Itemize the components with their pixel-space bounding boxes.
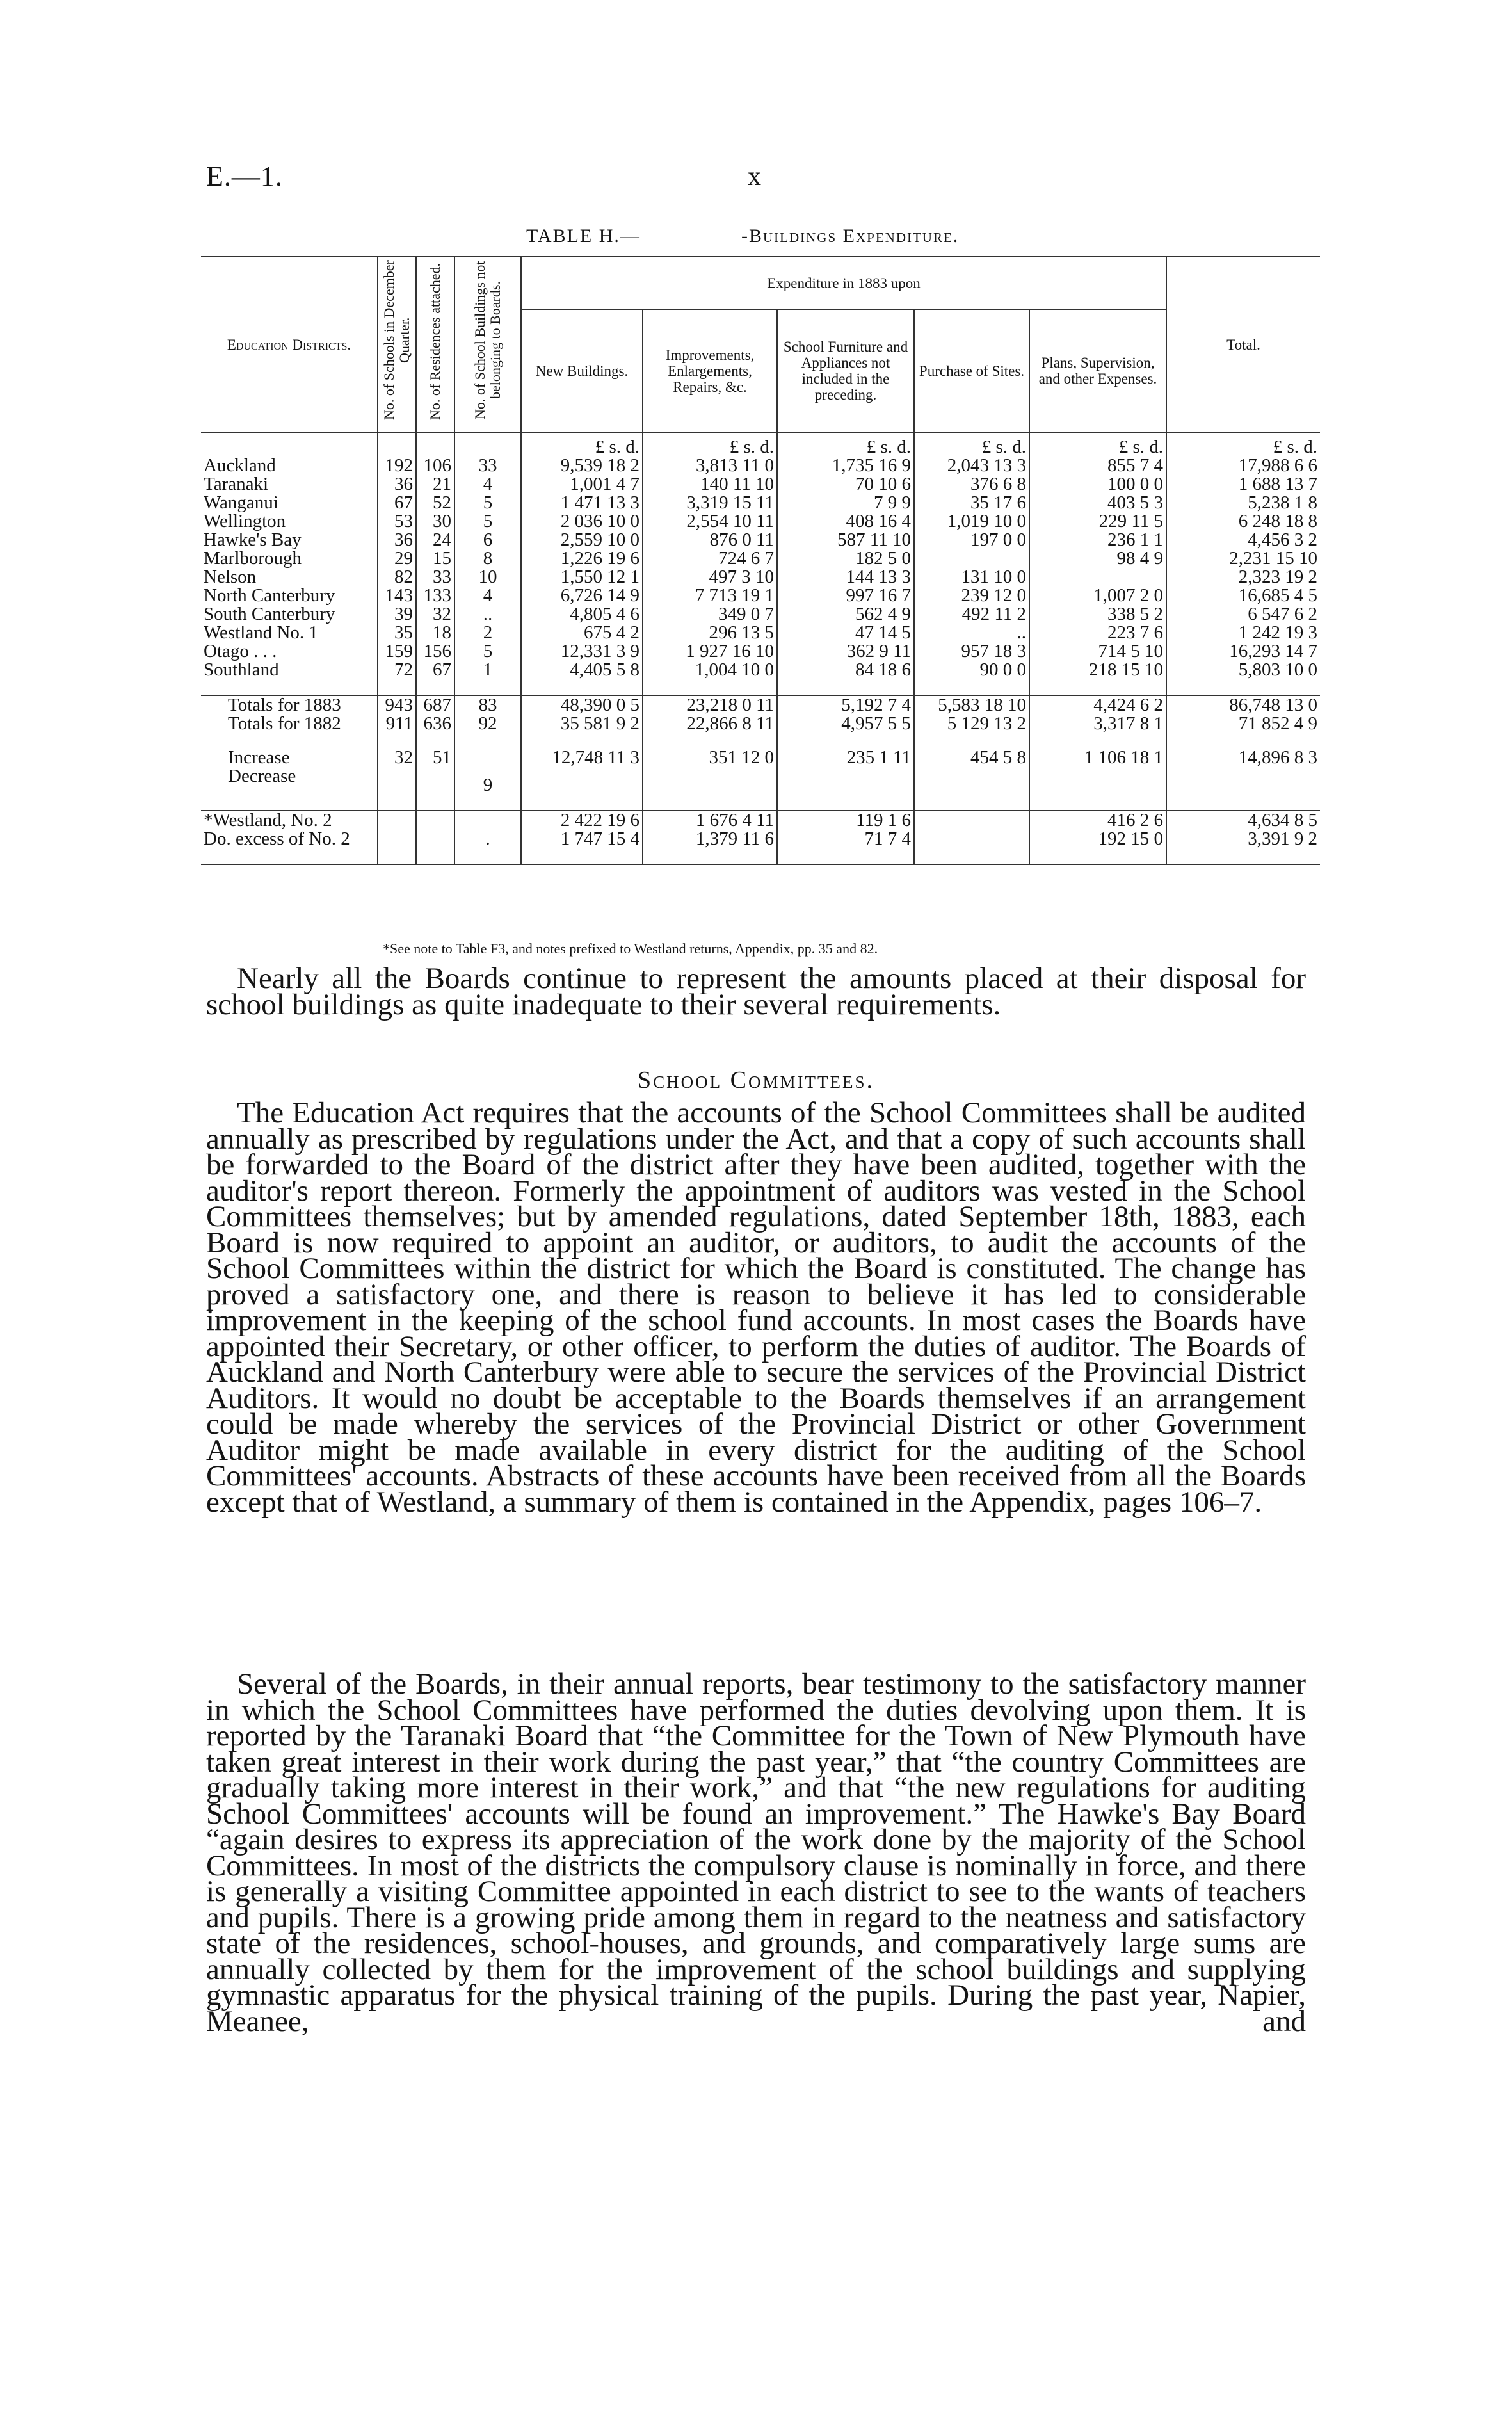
cell-schools: 36: [378, 475, 416, 494]
unit-label: £ s. d.: [777, 432, 914, 457]
cell-residences: 67: [416, 661, 454, 679]
cell-schools: 36: [378, 531, 416, 549]
cell-total: 2,323 19 2: [1166, 568, 1320, 587]
cell-total: 6 248 18 8: [1166, 512, 1320, 531]
header-improvements: Improvements, Enlargements, Repairs, &c.: [643, 309, 777, 432]
section-heading: School Committees.: [638, 1067, 874, 1094]
district-row: [201, 642, 1320, 661]
header-district: Education Districts.: [201, 257, 378, 432]
cell-furniture: 70 10 6: [777, 475, 914, 494]
cell-plans: 98 4 9: [1029, 549, 1166, 568]
table-footnote: *See note to Table F3, and notes prefixed to Westland returns, Appendix, pp. 35 and 82.: [383, 941, 878, 957]
table-title-subject: -Buildings Expenditure.: [741, 225, 960, 247]
cell-improvements: 3,813 11 0: [643, 457, 777, 475]
cell-residences: 18: [416, 624, 454, 642]
cell-new: 35 581 9 2: [521, 715, 643, 733]
cell-plans: [1029, 568, 1166, 587]
cell-sites: 1,019 10 0: [914, 512, 1029, 531]
westland-row: [201, 830, 1320, 848]
cell-furniture: 408 16 4: [777, 512, 914, 531]
cell-total: 1 688 13 7: [1166, 475, 1320, 494]
cell-residences: 33: [416, 568, 454, 587]
cell-improvements: 1 927 16 10: [643, 642, 777, 661]
cell-new: 2,559 10 0: [521, 531, 643, 549]
district-name: Otago . . .: [204, 642, 277, 661]
cell-residences: 133: [416, 587, 454, 605]
cell-residences: 156: [416, 642, 454, 661]
cell-furniture: 997 16 7: [777, 587, 914, 605]
cell-furniture: 71 7 4: [777, 830, 914, 848]
cell-not-owned: .: [454, 830, 521, 848]
cell-improvements: 497 3 10: [643, 568, 777, 587]
cell-plans: 229 11 5: [1029, 512, 1166, 531]
cell-not-owned: 2: [454, 624, 521, 642]
district-row: [201, 531, 1320, 549]
cell-total: 86,748 13 0: [1166, 695, 1320, 715]
cell-furniture: 84 18 6: [777, 661, 914, 679]
cell-sites: 492 11 2: [914, 605, 1029, 624]
cell-improvements: 7 713 19 1: [643, 587, 777, 605]
cell-improvements: 23,218 0 11: [643, 695, 777, 715]
cell-new: 2 422 19 6: [521, 811, 643, 830]
cell-new: 4,405 5 8: [521, 661, 643, 679]
cell-plans: 223 7 6: [1029, 624, 1166, 642]
cell-schools: 911: [378, 715, 416, 733]
district-name: Wanganui: [204, 494, 278, 512]
cell-not-owned: 4: [454, 587, 521, 605]
cell-schools: 192: [378, 457, 416, 475]
cell-furniture: 587 11 10: [777, 531, 914, 549]
cell-new: 48,390 0 5: [521, 695, 643, 715]
cell-new: 675 4 2: [521, 624, 643, 642]
cell-total: 14,896 8 3: [1166, 748, 1320, 767]
paragraph-committees-testimony: Several of the Boards, in their annual reports, bear testimony to the satisfactory manner in which the School Committees have performed the duties devolving upon them. It is reported by the Taranaki Board that “the Committee for the Town of New Plymouth have taken great interest in their work during the past year,” that “the country Committees are gradually taking more interest in their work,” and that “the new regulations for auditing School Committees' accounts will be found an improvement.” The Hawke's Bay Board “again desires to express its appreciation of the work done by the majority of the School Committees. In most of the districts the compulsory clause is nominally in force, and there is generally a visiting Committee appointed in each district to see to the wants of teachers and pupils. There is a growing pride among them in regard to the neatness and satisfactory state of the residences, school-houses, and grounds, and comparatively large sums are annually collected by them for the improvement of the school buildings and supplying gymnastic apparatus for the physical training of the pupils. During the past year, Napier, Meanee, and: [206, 1667, 1306, 2038]
cell-residences: 32: [416, 605, 454, 624]
cell-not-owned: ..: [454, 605, 521, 624]
cell-schools: 82: [378, 568, 416, 587]
cell-not-owned: 9: [454, 767, 521, 795]
cell-sites: [914, 549, 1029, 568]
report-code: E.—1.: [206, 161, 283, 192]
totals-row: [201, 715, 1320, 733]
cell-not-owned: 5: [454, 494, 521, 512]
header-purchase: Purchase of Sites.: [914, 309, 1029, 432]
cell-schools: 159: [378, 642, 416, 661]
cell-improvements: 140 11 10: [643, 475, 777, 494]
district-row: [201, 549, 1320, 568]
cell-furniture: 5,192 7 4: [777, 695, 914, 715]
cell-schools: 39: [378, 605, 416, 624]
district-row: [201, 661, 1320, 679]
cell-plans: 100 0 0: [1029, 475, 1166, 494]
cell-total: 5,803 10 0: [1166, 661, 1320, 679]
cell-new: 2 036 10 0: [521, 512, 643, 531]
cell-plans: 236 1 1: [1029, 531, 1166, 549]
cell-plans: 714 5 10: [1029, 642, 1166, 661]
cell-not-owned: 33: [454, 457, 521, 475]
cell-furniture: 119 1 6: [777, 811, 914, 830]
district-row: [201, 568, 1320, 587]
cell-total: 17,988 6 6: [1166, 457, 1320, 475]
cell-not-owned: 92: [454, 715, 521, 733]
district-name: Totals for 1883: [228, 695, 341, 715]
cell-sites: 376 6 8: [914, 475, 1029, 494]
cell-improvements: 2,554 10 11: [643, 512, 777, 531]
cell-schools: 72: [378, 661, 416, 679]
cell-total: 3,391 9 2: [1166, 830, 1320, 848]
cell-residences: 687: [416, 695, 454, 715]
unit-label: £ s. d.: [521, 432, 643, 457]
header-plans: Plans, Supervision, and other Expenses.: [1029, 309, 1166, 432]
district-name: South Canterbury: [204, 605, 335, 624]
district-name: Hawke's Bay: [204, 531, 302, 549]
cell-not-owned: 10: [454, 568, 521, 587]
cell-new: 1 747 15 4: [521, 830, 643, 848]
cell-sites: 35 17 6: [914, 494, 1029, 512]
header-schools: No. of Schools in December Quarter.: [378, 257, 416, 432]
cell-schools: 32: [378, 748, 416, 767]
header-expenditure: Expenditure in 1883 upon: [521, 257, 1166, 309]
cell-improvements: 724 6 7: [643, 549, 777, 568]
cell-total: 4,456 3 2: [1166, 531, 1320, 549]
page-number: x: [748, 162, 761, 191]
cell-furniture: 4,957 5 5: [777, 715, 914, 733]
paragraph-committees-audit: The Education Act requires that the accounts of the School Committees shall be audited annually as prescribed by regulations under the Act, and that a copy of such accounts shall be forwarded to the Board of the district after they have been audited, together with the auditor's report thereon. Formerly the appointment of auditors was vested in the School Committees themselves; but by amended regulations, dated September 18th, 1883, each Board is now required to appoint an auditor, or auditors, to audit the accounts of the School Committees within the district for which the Board is constituted. The change has proved a satisfactory one, and there is reason to believe it has led to considerable improvement in the keeping of the school fund accounts. In most cases the Boards have appointed their Secretary, or other officer, to perform the duties of auditor. The Boards of Auckland and North Canterbury were able to secure the services of the Provincial District Auditors. It would no doubt be acceptable to the Boards themselves if an arrangement could be made whereby the services of the Provincial District or other Government Auditor might be made available in every district for the auditing of the School Committees' accounts. Abstracts of these accounts have been received from all the Boards except that of Westland, a summary of them is contained in the Appendix, pages 106–7.: [206, 1096, 1306, 1519]
cell-furniture: 182 5 0: [777, 549, 914, 568]
row-label: Decrease: [228, 767, 296, 786]
cell-plans: 4,424 6 2: [1029, 695, 1166, 715]
cell-total: 71 852 4 9: [1166, 715, 1320, 733]
district-name: Wellington: [204, 512, 286, 531]
cell-improvements: 876 0 11: [643, 531, 777, 549]
cell-plans: 855 7 4: [1029, 457, 1166, 475]
cell-schools: 67: [378, 494, 416, 512]
district-name: Auckland: [204, 457, 276, 475]
cell-total: 4,634 8 5: [1166, 811, 1320, 830]
paragraph-boards: Nearly all the Boards continue to represent the amounts placed at their disposal for school buildings as quite inadequate to their several requirements.: [206, 962, 1306, 1021]
cell-total: 5,238 1 8: [1166, 494, 1320, 512]
header-not-owned: No. of School Buildings not belonging to Boards.: [454, 257, 521, 432]
cell-sites: ..: [914, 624, 1029, 642]
cell-residences: 15: [416, 549, 454, 568]
unit-label: £ s. d.: [1166, 432, 1320, 457]
cell-improvements: 296 13 5: [643, 624, 777, 642]
cell-improvements: 22,866 8 11: [643, 715, 777, 733]
cell-not-owned: 83: [454, 695, 521, 715]
cell-sites: 454 5 8: [914, 748, 1029, 767]
cell-not-owned: 5: [454, 512, 521, 531]
increase-row: [201, 748, 1320, 767]
cell-residences: 51: [416, 748, 454, 767]
cell-new: 1,550 12 1: [521, 568, 643, 587]
cell-residences: 30: [416, 512, 454, 531]
district-row: [201, 587, 1320, 605]
cell-not-owned: 8: [454, 549, 521, 568]
cell-new: 1,001 4 7: [521, 475, 643, 494]
unit-label: £ s. d.: [914, 432, 1029, 457]
district-name: Southland: [204, 661, 279, 679]
header-row-1: [201, 257, 1320, 309]
cell-sites: 131 10 0: [914, 568, 1029, 587]
cell-schools: 35: [378, 624, 416, 642]
cell-total: 16,293 14 7: [1166, 642, 1320, 661]
district-name: Taranaki: [204, 475, 269, 494]
cell-plans: 3,317 8 1: [1029, 715, 1166, 733]
westland-row: [201, 811, 1320, 830]
district-name: Nelson: [204, 568, 257, 587]
cell-furniture: 362 9 11: [777, 642, 914, 661]
cell-schools: 29: [378, 549, 416, 568]
cell-sites: 2,043 13 3: [914, 457, 1029, 475]
cell-residences: 21: [416, 475, 454, 494]
cell-not-owned: 6: [454, 531, 521, 549]
header-furniture: School Furniture and Appliances not included in the preceding.: [777, 309, 914, 432]
cell-plans: 1 106 18 1: [1029, 748, 1166, 767]
header-residences: No. of Residences attached.: [416, 257, 454, 432]
cell-not-owned: 5: [454, 642, 521, 661]
row-label: Increase: [228, 748, 290, 767]
totals-row: [201, 695, 1320, 715]
cell-new: 1 471 13 3: [521, 494, 643, 512]
cell-plans: 192 15 0: [1029, 830, 1166, 848]
cell-improvements: 1,004 10 0: [643, 661, 777, 679]
district-row: [201, 512, 1320, 531]
cell-improvements: 351 12 0: [643, 748, 777, 767]
decrease-row: [201, 767, 1320, 795]
district-row: [201, 494, 1320, 512]
cell-new: 9,539 18 2: [521, 457, 643, 475]
cell-furniture: 7 9 9: [777, 494, 914, 512]
cell-new: 4,805 4 6: [521, 605, 643, 624]
cell-residences: 106: [416, 457, 454, 475]
cell-plans: 338 5 2: [1029, 605, 1166, 624]
cell-total: 1 242 19 3: [1166, 624, 1320, 642]
header-total: Total.: [1166, 257, 1320, 432]
header-new-buildings: New Buildings.: [521, 309, 643, 432]
table-title: TABLE H.—: [526, 225, 641, 247]
cell-total: 16,685 4 5: [1166, 587, 1320, 605]
cell-total: 6 547 6 2: [1166, 605, 1320, 624]
cell-furniture: 562 4 9: [777, 605, 914, 624]
cell-plans: 1,007 2 0: [1029, 587, 1166, 605]
cell-plans: 416 2 6: [1029, 811, 1166, 830]
cell-plans: 403 5 3: [1029, 494, 1166, 512]
cell-sites: 90 0 0: [914, 661, 1029, 679]
cell-not-owned: 4: [454, 475, 521, 494]
cell-residences: 24: [416, 531, 454, 549]
cell-sites: 5 129 13 2: [914, 715, 1029, 733]
cell-sites: 239 12 0: [914, 587, 1029, 605]
row-label: *Westland, No. 2: [204, 811, 332, 830]
cell-furniture: 47 14 5: [777, 624, 914, 642]
cell-not-owned: 1: [454, 661, 521, 679]
district-row: [201, 475, 1320, 494]
cell-furniture: 1,735 16 9: [777, 457, 914, 475]
cell-sites: 957 18 3: [914, 642, 1029, 661]
district-name: Totals for 1882: [228, 715, 341, 733]
district-row: [201, 457, 1320, 475]
district-row: [201, 624, 1320, 642]
district-name: Westland No. 1: [204, 624, 318, 642]
cell-residences: 52: [416, 494, 454, 512]
cell-improvements: 1 676 4 11: [643, 811, 777, 830]
cell-improvements: 1,379 11 6: [643, 830, 777, 848]
district-row: [201, 605, 1320, 624]
cell-residences: 636: [416, 715, 454, 733]
cell-new: 6,726 14 9: [521, 587, 643, 605]
unit-label: £ s. d.: [1029, 432, 1166, 457]
row-label: Do. excess of No. 2: [204, 830, 350, 848]
cell-schools: 53: [378, 512, 416, 531]
district-name: Marlborough: [204, 549, 302, 568]
cell-schools: 943: [378, 695, 416, 715]
cell-furniture: 235 1 11: [777, 748, 914, 767]
cell-not-owned: [454, 811, 521, 830]
cell-schools: 143: [378, 587, 416, 605]
cell-improvements: 3,319 15 11: [643, 494, 777, 512]
cell-improvements: 349 0 7: [643, 605, 777, 624]
cell-total: 2,231 15 10: [1166, 549, 1320, 568]
cell-new: 1,226 19 6: [521, 549, 643, 568]
units-row: [201, 432, 1320, 457]
cell-plans: 218 15 10: [1029, 661, 1166, 679]
unit-label: £ s. d.: [643, 432, 777, 457]
buildings-expenditure-table: [201, 256, 1320, 865]
cell-sites: 5,583 18 10: [914, 695, 1029, 715]
cell-furniture: 144 13 3: [777, 568, 914, 587]
cell-new: 12,331 3 9: [521, 642, 643, 661]
district-name: North Canterbury: [204, 587, 335, 605]
cell-sites: 197 0 0: [914, 531, 1029, 549]
cell-new: 12,748 11 3: [521, 748, 643, 767]
